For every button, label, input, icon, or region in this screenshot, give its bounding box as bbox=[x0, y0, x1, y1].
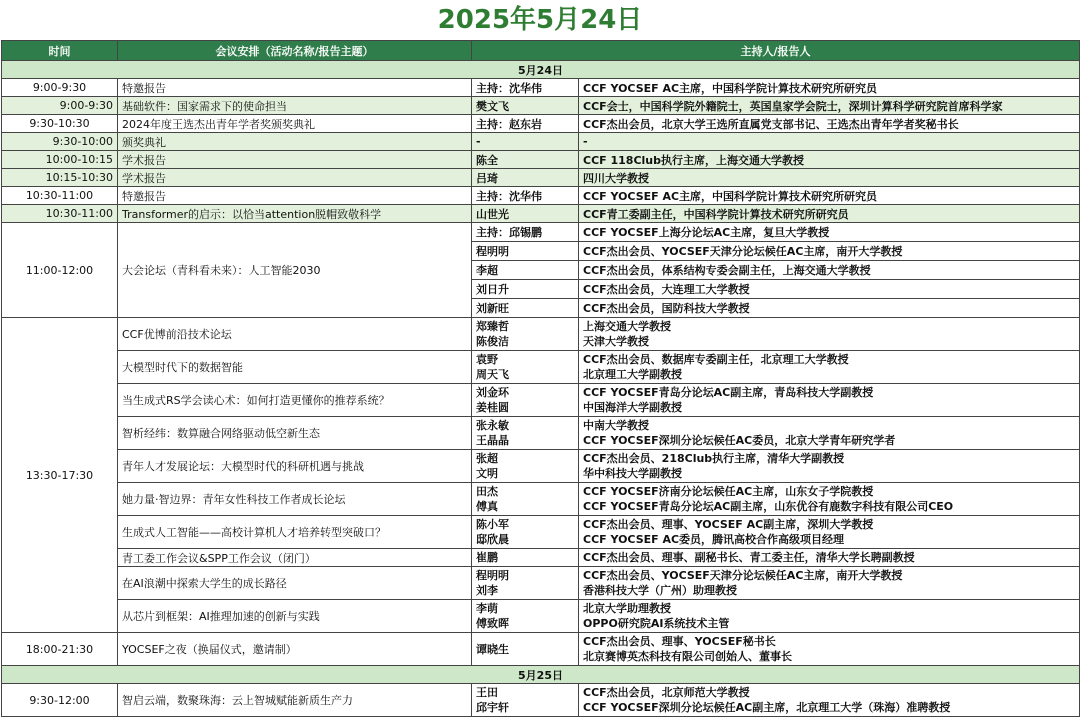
person-cell: 刘新旺 bbox=[472, 299, 579, 318]
event-cell: CCF优博前沿技术论坛 bbox=[118, 318, 472, 351]
role-cell bbox=[579, 351, 1080, 384]
role-cell: - bbox=[579, 133, 1080, 151]
person-cell-line: 姜桂圆 bbox=[476, 401, 509, 414]
role-cell bbox=[579, 417, 1080, 450]
role-cell-line: 中国海洋大学副教授 bbox=[583, 401, 682, 414]
role-cell-line: 中南大学教授 bbox=[583, 419, 649, 432]
person-cell-line: 张永敏 bbox=[476, 419, 509, 432]
person-cell bbox=[472, 384, 579, 417]
time-cell: 9:00-9:30 bbox=[2, 97, 118, 115]
role-cell-line: CCF杰出会员、理事、副秘书长、青工委主任，清华大学长聘副教授 bbox=[583, 551, 915, 564]
time-cell: 18:00-21:30 bbox=[2, 633, 118, 666]
person-cell-line: 文明 bbox=[476, 467, 498, 480]
role-cell-line: 北京大学助理教授 bbox=[583, 602, 671, 615]
person-cell-line: 陈小军 bbox=[476, 518, 509, 531]
day-label-2: 5月25日 bbox=[2, 666, 1080, 684]
person-cell: 吕琦 bbox=[472, 169, 579, 187]
event-cell: 当生成式RS学会读心术：如何打造更懂你的推荐系统？ bbox=[118, 384, 472, 417]
role-cell: CCF会士，中国科学院外籍院士，英国皇家学会院士，深圳计算科学研究院首席科学家 bbox=[579, 97, 1080, 115]
event-cell: 大模型时代下的数据智能 bbox=[118, 351, 472, 384]
person-cell bbox=[472, 516, 579, 549]
time-cell: 10:00-10:15 bbox=[2, 151, 118, 169]
person-cell bbox=[472, 600, 579, 633]
event-cell: 特邀报告 bbox=[118, 79, 472, 97]
role-cell-line: CCF YOCSEF深圳分论坛候任AC副主席，北京理工大学（珠海）准聘教授 bbox=[583, 701, 951, 714]
event-cell: 智析经纬：数算融合网络驱动低空新生态 bbox=[118, 417, 472, 450]
time-cell: 13:30-17:30 bbox=[2, 318, 118, 633]
event-cell: 青工委工作会议&SPP工作会议（闭门） bbox=[118, 549, 472, 567]
afternoon-row bbox=[2, 450, 1080, 483]
role-cell: CCF YOCSEF AC主席，中国科学院计算技术研究所研究员 bbox=[579, 187, 1080, 205]
event-cell: 智启云端，数聚珠海：云上智城赋能新质生产力 bbox=[118, 684, 472, 717]
afternoon-row bbox=[2, 351, 1080, 384]
person-cell: 陈全 bbox=[472, 151, 579, 169]
day-label-1: 5月24日 bbox=[2, 61, 1080, 79]
event-cell: YOCSEF之夜（换届仪式，邀请制） bbox=[118, 633, 472, 666]
role-cell-line: CCF YOCSEF青岛分论坛AC副主席，青岛科技大学副教授 bbox=[583, 386, 874, 399]
person-cell-line: 傅致晖 bbox=[476, 617, 509, 630]
person-cell-line: 崔鹏 bbox=[476, 551, 498, 564]
event-cell: 大会论坛（青科看未来）：人工智能2030 bbox=[118, 223, 472, 318]
person-cell-line: 田杰 bbox=[476, 485, 498, 498]
role-cell bbox=[579, 549, 1080, 567]
event-cell: 2024年度王选杰出青年学者奖颁奖典礼 bbox=[118, 115, 472, 133]
role-cell-line: CCF杰出会员，北京师范大学教授 bbox=[583, 686, 750, 699]
afternoon-row bbox=[2, 516, 1080, 549]
person-cell-line: 王晶晶 bbox=[476, 434, 509, 447]
afternoon-row bbox=[2, 549, 1080, 567]
role-cell bbox=[579, 516, 1080, 549]
person-cell-line: 郑臻哲 bbox=[476, 320, 509, 333]
role-cell bbox=[579, 567, 1080, 600]
role-cell-line: CCF YOCSEF济南分论坛候任AC主席，山东女子学院教授 bbox=[583, 485, 874, 498]
role-cell-line: 北京赛博英杰科技有限公司创始人、董事长 bbox=[583, 650, 792, 663]
time-cell: 11:00-12:00 bbox=[2, 223, 118, 318]
schedule-row bbox=[2, 205, 1080, 223]
person-cell bbox=[472, 450, 579, 483]
afternoon-row bbox=[2, 600, 1080, 633]
header-agenda: 会议安排（活动名称/报告主题） bbox=[118, 41, 472, 61]
role-cell-line: CCF杰出会员、YOCSEF天津分论坛候任AC主席，南开大学教授 bbox=[583, 569, 903, 582]
person-cell: - bbox=[472, 133, 579, 151]
person-cell: 主持：沈华伟 bbox=[472, 187, 579, 205]
person-cell bbox=[472, 318, 579, 351]
event-cell: 她力量·智边界：青年女性科技工作者成长论坛 bbox=[118, 483, 472, 516]
time-cell: 9:30-10:30 bbox=[2, 115, 118, 133]
event-cell: 在AI浪潮中探索大学生的成长路径 bbox=[118, 567, 472, 600]
page-title: 2025年5月24日 bbox=[437, 5, 643, 35]
person-cell-line: 程明明 bbox=[476, 569, 509, 582]
schedule-row bbox=[2, 684, 1080, 717]
role-cell-line: 上海交通大学教授 bbox=[583, 320, 671, 333]
role-cell-line: CCF杰出会员、理事、YOCSEF秘书长 bbox=[583, 635, 776, 648]
person-cell-line: 李萌 bbox=[476, 602, 498, 615]
person-cell: 主持：赵东岩 bbox=[472, 115, 579, 133]
afternoon-row bbox=[2, 318, 1080, 351]
role-cell bbox=[579, 483, 1080, 516]
person-cell: 山世光 bbox=[472, 205, 579, 223]
event-cell: 学术报告 bbox=[118, 169, 472, 187]
schedule-row bbox=[2, 169, 1080, 187]
person-cell-line: 刘李 bbox=[476, 584, 498, 597]
event-cell: 青年人才发展论坛：大模型时代的科研机遇与挑战 bbox=[118, 450, 472, 483]
day-label-1-row bbox=[2, 61, 1080, 79]
person-cell bbox=[472, 351, 579, 384]
day-label-2-row bbox=[2, 666, 1080, 684]
schedule-table bbox=[1, 40, 1080, 717]
event-cell: Transformer的启示：以恰当attention脱帽致敬科学 bbox=[118, 205, 472, 223]
time-cell: 10:30-11:00 bbox=[2, 187, 118, 205]
person-cell bbox=[472, 417, 579, 450]
person-cell: 刘日升 bbox=[472, 280, 579, 299]
role-cell-line: 华中科技大学副教授 bbox=[583, 467, 682, 480]
role-cell-line: OPPO研究院AI系统技术主管 bbox=[583, 617, 730, 630]
afternoon-row bbox=[2, 384, 1080, 417]
person-cell-line: 袁野 bbox=[476, 353, 498, 366]
role-cell bbox=[579, 384, 1080, 417]
afternoon-row bbox=[2, 417, 1080, 450]
person-cell-line: 王田 bbox=[476, 686, 498, 699]
time-cell: 9:00-9:30 bbox=[2, 79, 118, 97]
role-cell-line: CCF YOCSEF深圳分论坛候任AC委员，北京大学青年研究学者 bbox=[583, 434, 896, 447]
schedule-row bbox=[2, 187, 1080, 205]
person-cell-line: 张超 bbox=[476, 452, 498, 465]
forum-row bbox=[2, 223, 1080, 242]
afternoon-row bbox=[2, 567, 1080, 600]
role-cell-line: 北京理工大学副教授 bbox=[583, 368, 682, 381]
person-cell: 谭晓生 bbox=[472, 633, 579, 666]
role-cell: CCF杰出会员，大连理工大学教授 bbox=[579, 280, 1080, 299]
person-cell bbox=[472, 483, 579, 516]
role-cell-line: CCF YOCSEF青岛分论坛AC副主席，山东优谷有鹿数字科技有限公司CEO bbox=[583, 500, 954, 513]
person-cell-line: 刘金环 bbox=[476, 386, 509, 399]
person-cell-line: 邱宇轩 bbox=[476, 701, 509, 714]
event-cell: 颁奖典礼 bbox=[118, 133, 472, 151]
role-cell-line: CCF YOCSEF AC委员，腾讯高校合作高级项目经理 bbox=[583, 533, 845, 546]
time-cell: 9:30-10:00 bbox=[2, 133, 118, 151]
schedule-row bbox=[2, 79, 1080, 97]
time-cell: 10:15-10:30 bbox=[2, 169, 118, 187]
role-cell: CCF杰出会员，国防科技大学教授 bbox=[579, 299, 1080, 318]
event-cell: 从芯片到框架：AI推理加速的创新与实践 bbox=[118, 600, 472, 633]
schedule-row bbox=[2, 115, 1080, 133]
role-cell: CCF杰出会员、YOCSEF天津分论坛候任AC主席，南开大学教授 bbox=[579, 242, 1080, 261]
role-cell-line: CCF杰出会员、218Club执行主席，清华大学副教授 bbox=[583, 452, 845, 465]
role-cell bbox=[579, 450, 1080, 483]
role-cell: CCF杰出会员，北京大学王选所直属党支部书记、王选杰出青年学者奖秘书长 bbox=[579, 115, 1080, 133]
person-cell bbox=[472, 684, 579, 717]
role-cell: CCF 118Club执行主席，上海交通大学教授 bbox=[579, 151, 1080, 169]
person-cell bbox=[472, 567, 579, 600]
afternoon-row bbox=[2, 483, 1080, 516]
time-cell: 9:30-12:00 bbox=[2, 684, 118, 717]
header-host: 主持人/报告人 bbox=[472, 41, 1080, 61]
role-cell: CCF YOCSEF上海分论坛AC主席，复旦大学教授 bbox=[579, 223, 1080, 242]
role-cell-line: CCF杰出会员、理事、YOCSEF AC副主席，深圳大学教授 bbox=[583, 518, 874, 531]
event-cell: 基础软件：国家需求下的使命担当 bbox=[118, 97, 472, 115]
schedule-body bbox=[2, 61, 1080, 717]
event-cell: 生成式人工智能——高校计算机人才培养转型突破口？ bbox=[118, 516, 472, 549]
person-cell: 李超 bbox=[472, 261, 579, 280]
role-cell-line: 香港科技大学（广州）助理教授 bbox=[583, 584, 737, 597]
role-cell bbox=[579, 684, 1080, 717]
role-cell bbox=[579, 318, 1080, 351]
role-cell: 四川大学教授 bbox=[579, 169, 1080, 187]
schedule-row bbox=[2, 97, 1080, 115]
person-cell-line: 周天飞 bbox=[476, 368, 509, 381]
person-cell: 主持：邱锡鹏 bbox=[472, 223, 579, 242]
schedule-row bbox=[2, 133, 1080, 151]
person-cell-line: 傅真 bbox=[476, 500, 498, 513]
role-cell bbox=[579, 633, 1080, 666]
person-cell-line: 陈俊洁 bbox=[476, 335, 509, 348]
person-cell: 程明明 bbox=[472, 242, 579, 261]
time-cell: 10:30-11:00 bbox=[2, 205, 118, 223]
role-cell: CCF YOCSEF AC主席，中国科学院计算技术研究所研究员 bbox=[579, 79, 1080, 97]
person-cell: 樊文飞 bbox=[472, 97, 579, 115]
role-cell-line: 天津大学教授 bbox=[583, 335, 649, 348]
role-cell-line: CCF杰出会员、数据库专委副主任，北京理工大学教授 bbox=[583, 353, 849, 366]
role-cell: CCF青工委副主任，中国科学院计算技术研究所研究员 bbox=[579, 205, 1080, 223]
person-cell-line: 邸欣晨 bbox=[476, 533, 509, 546]
event-cell: 学术报告 bbox=[118, 151, 472, 169]
role-cell: CCF杰出会员，体系结构专委会副主任，上海交通大学教授 bbox=[579, 261, 1080, 280]
role-cell bbox=[579, 600, 1080, 633]
event-cell: 特邀报告 bbox=[118, 187, 472, 205]
schedule-row bbox=[2, 151, 1080, 169]
header-time: 时间 bbox=[2, 41, 118, 61]
person-cell bbox=[472, 549, 579, 567]
person-cell: 主持：沈华伟 bbox=[472, 79, 579, 97]
evening-row bbox=[2, 633, 1080, 666]
